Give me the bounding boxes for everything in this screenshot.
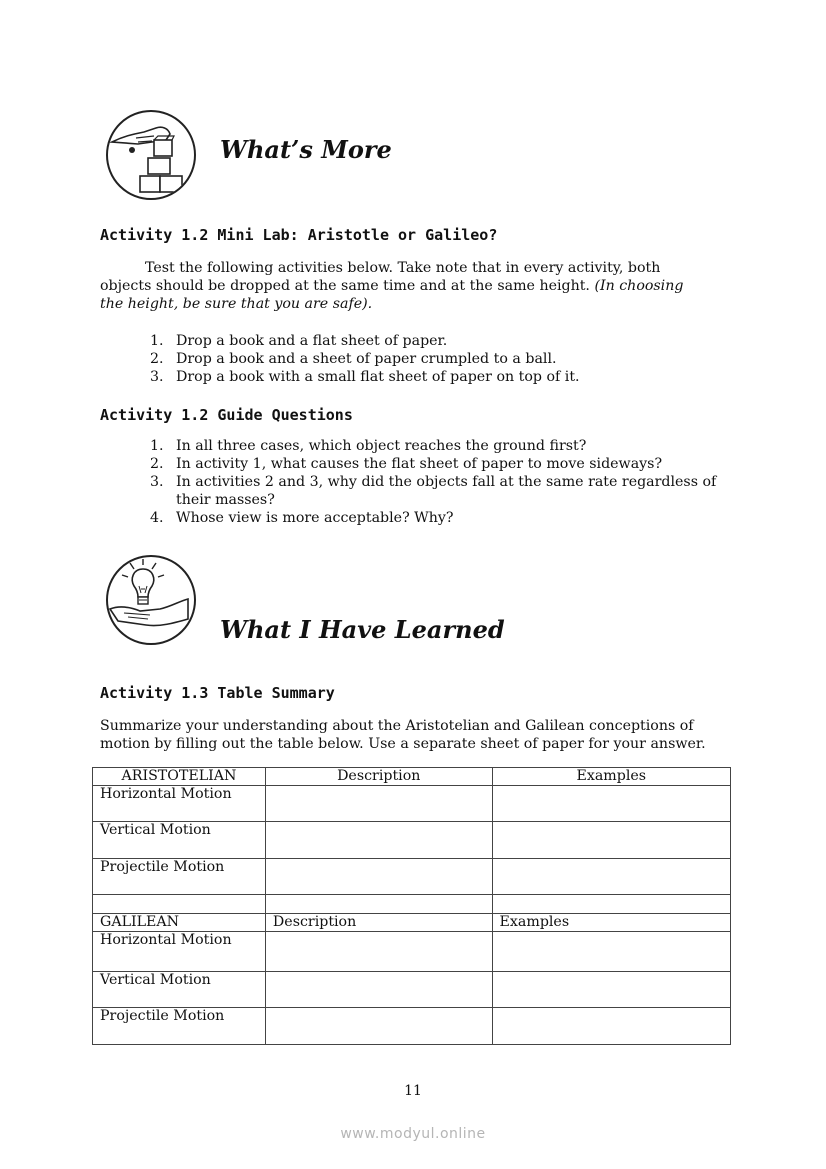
activity-1-2-intro — [100, 259, 740, 313]
section-title-whats-more: What’s More — [220, 135, 392, 164]
hand-stacking-blocks-icon — [106, 110, 196, 200]
header-cell: Description — [265, 768, 492, 786]
list-number: 1. — [150, 438, 164, 454]
header-cell: GALILEAN — [93, 914, 266, 932]
list-text: Drop a book and a flat sheet of paper. — [176, 333, 448, 349]
table-header-aristotelian — [93, 768, 731, 786]
answer-cell[interactable] — [265, 1008, 492, 1045]
list-number: 2. — [150, 456, 164, 472]
answer-cell[interactable] — [492, 786, 730, 822]
intro-italic-2: (In choosing — [594, 278, 684, 294]
list-item — [150, 473, 725, 509]
list-item — [150, 437, 725, 455]
answer-cell[interactable] — [265, 859, 492, 895]
answer-cell[interactable] — [265, 972, 492, 1008]
table-header-galilean — [93, 914, 731, 932]
header-cell: ARISTOTELIAN — [93, 768, 266, 786]
intro-line-2 — [100, 277, 740, 295]
activity-1-3-heading: Activity 1.3 Table Summary — [100, 684, 335, 702]
answer-cell[interactable] — [492, 972, 730, 1008]
intro-text-2: objects should be dropped at the same time and at the same height. — [100, 278, 595, 294]
answer-cell[interactable] — [265, 786, 492, 822]
page-number: 11 — [404, 1083, 422, 1099]
table-row — [93, 859, 731, 895]
activity-1-3-intro — [100, 717, 760, 753]
list-number: 2. — [150, 351, 164, 367]
guide-questions-list — [150, 437, 725, 527]
intro-text-1: Test the following activities below. Take note that in every activity, both — [145, 260, 661, 276]
spacer-cell — [265, 895, 492, 914]
list-number: 3. — [150, 474, 164, 490]
list-number: 4. — [150, 510, 164, 526]
list-text: Drop a book with a small flat sheet of paper on top of it. — [176, 369, 580, 385]
spacer-cell — [492, 895, 730, 914]
header-cell: Examples — [492, 768, 730, 786]
table-row — [93, 786, 731, 822]
header-cell: Examples — [492, 914, 730, 932]
row-label: Projectile Motion — [93, 859, 266, 895]
list-item — [150, 350, 730, 368]
activity-1-2-heading: Activity 1.2 Mini Lab: Aristotle or Galileo? — [100, 226, 498, 244]
intro-line-3 — [100, 295, 740, 313]
intro-italic-3: the height, be sure that you are safe). — [100, 296, 373, 312]
answer-cell[interactable] — [265, 932, 492, 972]
list-text: In all three cases, which object reaches the ground first? — [176, 438, 587, 454]
guide-questions-heading: Activity 1.2 Guide Questions — [100, 406, 353, 424]
list-number: 1. — [150, 333, 164, 349]
list-item — [150, 368, 730, 386]
section-title-what-i-have-learned: What I Have Learned — [220, 615, 505, 644]
row-label: Vertical Motion — [93, 972, 266, 1008]
row-label: Horizontal Motion — [93, 932, 266, 972]
list-item — [150, 332, 730, 350]
list-text: Drop a book and a sheet of paper crumpled to a ball. — [176, 351, 557, 367]
answer-cell[interactable] — [492, 822, 730, 859]
table-row — [93, 932, 731, 972]
row-label: Vertical Motion — [93, 822, 266, 859]
table-spacer-row — [93, 895, 731, 914]
answer-cell[interactable] — [265, 822, 492, 859]
lightbulb-in-hand-icon — [106, 555, 196, 645]
table-row — [93, 1008, 731, 1045]
list-item — [150, 455, 725, 473]
list-text: Whose view is more acceptable? Why? — [176, 510, 454, 526]
list-item — [150, 509, 725, 527]
activity-1-2-list — [150, 332, 730, 386]
table-row — [93, 972, 731, 1008]
answer-cell[interactable] — [492, 859, 730, 895]
intro-line-2: motion by filling out the table below. Use a separate sheet of paper for your answer. — [100, 736, 706, 752]
list-number: 3. — [150, 369, 164, 385]
summary-table — [92, 767, 731, 1045]
table-row — [93, 822, 731, 859]
watermark: www.modyul.online — [340, 1126, 486, 1142]
answer-cell[interactable] — [492, 1008, 730, 1045]
answer-cell[interactable] — [492, 932, 730, 972]
header-cell: Description — [265, 914, 492, 932]
spacer-cell — [93, 895, 266, 914]
row-label: Projectile Motion — [93, 1008, 266, 1045]
list-text: In activity 1, what causes the flat sheet of paper to move sideways? — [176, 456, 663, 472]
intro-line-1: Summarize your understanding about the Aristotelian and Galilean conceptions of — [100, 718, 694, 734]
row-label: Horizontal Motion — [93, 786, 266, 822]
list-text: In activities 2 and 3, why did the objects fall at the same rate regardless of their masses? — [176, 474, 717, 508]
intro-line-1 — [100, 259, 740, 277]
